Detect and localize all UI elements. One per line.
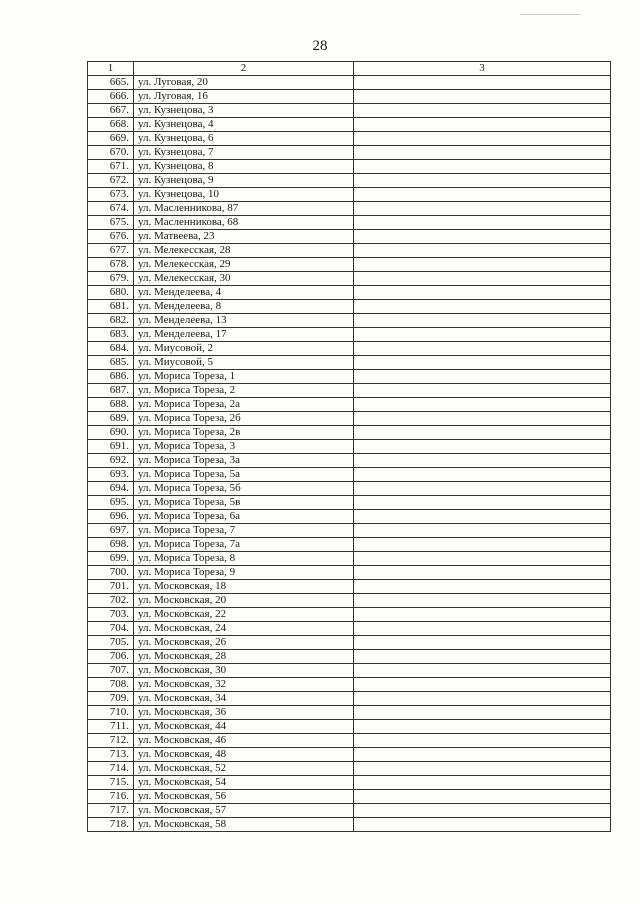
row-number: 684. [88,342,134,356]
row-column-3 [354,300,611,314]
row-column-3 [354,440,611,454]
address-table [87,61,611,832]
column-header-2: 2 [134,62,354,76]
row-column-3 [354,552,611,566]
column-header-3: 3 [354,62,611,76]
row-address: ул. Мориса Тореза, 6а [134,510,354,524]
row-number: 668. [88,118,134,132]
row-column-3 [354,328,611,342]
table-row [88,272,611,286]
row-number: 708. [88,678,134,692]
row-column-3 [354,524,611,538]
row-number: 697. [88,524,134,538]
row-number: 681. [88,300,134,314]
row-address: ул. Московская, 18 [134,580,354,594]
row-address: ул. Мориса Тореза, 1 [134,370,354,384]
row-address: ул. Луговая, 16 [134,90,354,104]
row-number: 679. [88,272,134,286]
table-row [88,804,611,818]
row-number: 715. [88,776,134,790]
row-column-3 [354,664,611,678]
row-number: 696. [88,510,134,524]
row-column-3 [354,384,611,398]
table-row [88,636,611,650]
row-column-3 [354,230,611,244]
table-row [88,496,611,510]
row-column-3 [354,314,611,328]
row-column-3 [354,538,611,552]
row-number: 713. [88,748,134,762]
row-number: 686. [88,370,134,384]
column-header-1: 1 [88,62,134,76]
table-row [88,174,611,188]
row-column-3 [354,76,611,90]
row-address: ул. Мориса Тореза, 8 [134,552,354,566]
table-row [88,818,611,832]
row-address: ул. Московская, 20 [134,594,354,608]
table-row [88,664,611,678]
header-row [88,62,611,76]
row-address: ул. Московская, 44 [134,720,354,734]
row-number: 665. [88,76,134,90]
row-column-3 [354,636,611,650]
row-number: 714. [88,762,134,776]
row-address: ул. Мориса Тореза, 3а [134,454,354,468]
row-address: ул. Миусовой, 2 [134,342,354,356]
row-number: 702. [88,594,134,608]
row-column-3 [354,790,611,804]
row-number: 712. [88,734,134,748]
row-address: ул. Мориса Тореза, 9 [134,566,354,580]
row-column-3 [354,692,611,706]
row-number: 695. [88,496,134,510]
table-row [88,202,611,216]
row-address: ул. Кузнецова, 4 [134,118,354,132]
row-column-3 [354,356,611,370]
row-column-3 [354,776,611,790]
row-number: 701. [88,580,134,594]
row-column-3 [354,678,611,692]
row-number: 683. [88,328,134,342]
table-row [88,230,611,244]
row-address: ул. Масленникова, 87 [134,202,354,216]
table-row [88,188,611,202]
row-number: 707. [88,664,134,678]
scan-artifact [520,14,580,15]
row-column-3 [354,258,611,272]
row-column-3 [354,650,611,664]
row-number: 676. [88,230,134,244]
row-address: ул. Кузнецова, 8 [134,160,354,174]
row-column-3 [354,580,611,594]
row-address: ул. Мелекесская, 28 [134,244,354,258]
row-address: ул. Кузнецова, 10 [134,188,354,202]
row-address: ул. Московская, 46 [134,734,354,748]
row-address: ул. Московская, 56 [134,790,354,804]
row-number: 716. [88,790,134,804]
row-number: 699. [88,552,134,566]
row-number: 706. [88,650,134,664]
row-address: ул. Московская, 30 [134,664,354,678]
row-address: ул. Московская, 57 [134,804,354,818]
table-row [88,328,611,342]
table-row [88,104,611,118]
row-column-3 [354,622,611,636]
table-row [88,762,611,776]
row-number: 674. [88,202,134,216]
row-address: ул. Московская, 26 [134,636,354,650]
row-number: 689. [88,412,134,426]
table-row [88,510,611,524]
row-column-3 [354,510,611,524]
row-address: ул. Московская, 22 [134,608,354,622]
row-number: 685. [88,356,134,370]
table-row [88,118,611,132]
table-row [88,454,611,468]
table-row [88,622,611,636]
table-row [88,734,611,748]
row-number: 717. [88,804,134,818]
row-number: 680. [88,286,134,300]
row-column-3 [354,104,611,118]
table-row [88,678,611,692]
table-row [88,342,611,356]
row-column-3 [354,272,611,286]
row-number: 718. [88,818,134,832]
row-column-3 [354,594,611,608]
table-row [88,790,611,804]
row-column-3 [354,146,611,160]
row-column-3 [354,482,611,496]
row-column-3 [354,748,611,762]
row-number: 692. [88,454,134,468]
row-number: 709. [88,692,134,706]
row-address: ул. Менделеева, 17 [134,328,354,342]
row-number: 682. [88,314,134,328]
row-column-3 [354,132,611,146]
row-number: 698. [88,538,134,552]
row-address: ул. Мориса Тореза, 2а [134,398,354,412]
row-column-3 [354,804,611,818]
row-address: ул. Мориса Тореза, 2 [134,384,354,398]
row-address: ул. Московская, 36 [134,706,354,720]
table-row [88,216,611,230]
row-column-3 [354,734,611,748]
row-number: 672. [88,174,134,188]
row-column-3 [354,566,611,580]
table-row [88,90,611,104]
table-row [88,412,611,426]
row-number: 677. [88,244,134,258]
row-address: ул. Мориса Тореза, 2б [134,412,354,426]
row-address: ул. Московская, 54 [134,776,354,790]
row-address: ул. Мориса Тореза, 7 [134,524,354,538]
row-address: ул. Луговая, 20 [134,76,354,90]
table-row [88,692,611,706]
row-column-3 [354,216,611,230]
row-address: ул. Мелекесская, 30 [134,272,354,286]
table-row [88,160,611,174]
row-column-3 [354,706,611,720]
table-row [88,440,611,454]
row-number: 700. [88,566,134,580]
row-column-3 [354,118,611,132]
row-address: ул. Мориса Тореза, 3 [134,440,354,454]
table-row [88,300,611,314]
row-column-3 [354,426,611,440]
row-number: 688. [88,398,134,412]
table-row [88,608,611,622]
row-address: ул. Мориса Тореза, 5в [134,496,354,510]
row-address: ул. Менделеева, 13 [134,314,354,328]
row-column-3 [354,468,611,482]
row-address: ул. Московская, 34 [134,692,354,706]
row-column-3 [354,454,611,468]
table-row [88,356,611,370]
row-number: 691. [88,440,134,454]
row-number: 710. [88,706,134,720]
row-address: ул. Московская, 24 [134,622,354,636]
row-address: ул. Мориса Тореза, 2в [134,426,354,440]
row-column-3 [354,412,611,426]
row-number: 703. [88,608,134,622]
table-row [88,776,611,790]
row-number: 694. [88,482,134,496]
table-row [88,538,611,552]
table-row [88,650,611,664]
table-row [88,706,611,720]
row-address: ул. Матвеева, 23 [134,230,354,244]
row-number: 669. [88,132,134,146]
table-row [88,720,611,734]
row-number: 670. [88,146,134,160]
row-address: ул. Московская, 28 [134,650,354,664]
table-body [88,76,611,832]
row-number: 673. [88,188,134,202]
row-number: 687. [88,384,134,398]
table-row [88,370,611,384]
table-row [88,580,611,594]
table-row [88,76,611,90]
row-address: ул. Менделеева, 4 [134,286,354,300]
row-address: ул. Московская, 52 [134,762,354,776]
table-row [88,524,611,538]
table-row [88,552,611,566]
table-row [88,244,611,258]
table-row [88,468,611,482]
row-address: ул. Кузнецова, 6 [134,132,354,146]
table-row [88,398,611,412]
row-number: 678. [88,258,134,272]
row-address: ул. Мориса Тореза, 7а [134,538,354,552]
row-column-3 [354,608,611,622]
table-row [88,146,611,160]
row-address: ул. Менделеева, 8 [134,300,354,314]
row-column-3 [354,720,611,734]
row-column-3 [354,286,611,300]
row-address: ул. Кузнецова, 3 [134,104,354,118]
table-row [88,384,611,398]
table-row [88,132,611,146]
table-row [88,286,611,300]
table-row [88,314,611,328]
row-address: ул. Миусовой, 5 [134,356,354,370]
table-row [88,258,611,272]
row-column-3 [354,160,611,174]
table-row [88,594,611,608]
table-row [88,426,611,440]
row-address: ул. Московская, 32 [134,678,354,692]
row-column-3 [354,370,611,384]
row-column-3 [354,818,611,832]
row-column-3 [354,762,611,776]
row-address: ул. Мориса Тореза, 5б [134,482,354,496]
table-row [88,482,611,496]
row-number: 666. [88,90,134,104]
row-column-3 [354,398,611,412]
row-number: 667. [88,104,134,118]
row-number: 704. [88,622,134,636]
row-address: ул. Московская, 48 [134,748,354,762]
row-column-3 [354,496,611,510]
row-column-3 [354,244,611,258]
row-column-3 [354,90,611,104]
row-number: 711. [88,720,134,734]
row-address: ул. Кузнецова, 7 [134,146,354,160]
row-address: ул. Кузнецова, 9 [134,174,354,188]
row-number: 675. [88,216,134,230]
row-column-3 [354,202,611,216]
row-number: 690. [88,426,134,440]
row-number: 693. [88,468,134,482]
table-row [88,566,611,580]
table-row [88,748,611,762]
row-address: ул. Масленникова, 68 [134,216,354,230]
row-address: ул. Мориса Тореза, 5а [134,468,354,482]
row-number: 671. [88,160,134,174]
row-number: 705. [88,636,134,650]
row-column-3 [354,342,611,356]
row-column-3 [354,188,611,202]
row-column-3 [354,174,611,188]
page-number: 28 [312,38,328,54]
row-address: ул. Московская, 58 [134,818,354,832]
row-address: ул. Мелекесская, 29 [134,258,354,272]
